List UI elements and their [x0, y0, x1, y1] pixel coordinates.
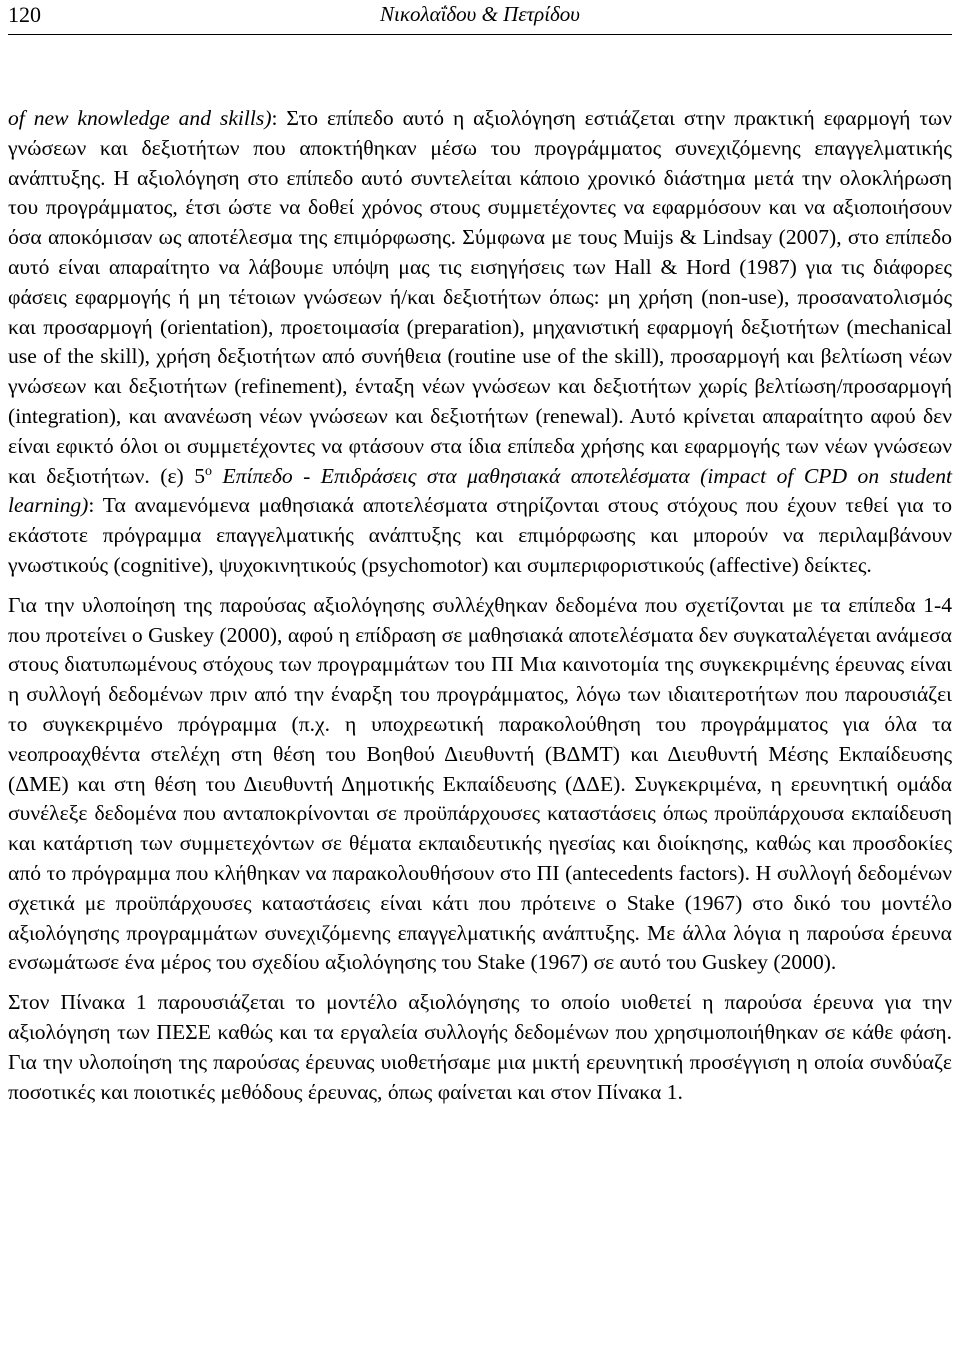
- page-header: [8, 0, 952, 35]
- lead-italic: of new knowledge and skills): [8, 106, 272, 130]
- page-number: 120: [8, 2, 41, 27]
- paragraph: Για την υλοποίηση της παρούσας αξιολόγησης συλλέχθηκαν δεδομένα που σχετίζονται με τα επίπεδα 1-4 που προτείνει ο Guskey (2000), αφού η επίδραση σε μαθησιακά αποτελέσματα δεν συγκαταλέγεται ανάμεσα στους διατυπωμένους στόχους των προγραμμάτων του ΠΙ Μια καινοτομία της συγκεκριμένης έρευνας είναι η συλλογή δεδομένων πριν από την έναρξη του προγράμματος, λόγω των ιδιαιτεροτήτων που παρουσιάζει το συγκεκριμένο πρόγραμμα (π.χ. η υποχρεωτική παρακολούθηση του προγράμματος για όλα τα νεοπροαχθέντα στελέχη στη θέση του Βοηθού Διευθυντή (ΒΔΜΤ) και Διευθυντή Μέσης Εκπαίδευσης (ΔΜΕ) και στη θέση του Διευθυντή Δημοτικής Εκπαίδευσης (ΔΔΕ). Συγκεκριμένα, η ερευνητική ομάδα συνέλεξε δεδομένα που ανταποκρίνονται σε προϋπάρχουσες καταστάσεις όπως προϋπάρχουσα εκπαίδευση και κατάρτιση των συμμετεχόντων σε θέματα εκπαιδευτικής ηγεσίας και διοίκησης, καθώς και προσδοκίες από το πρόγραμμα που κλήθηκαν να παρακολουθήσουν στο ΠΙ (antecedents factors). Η συλλογή δεδομένων σχετικά με προϋπάρχουσες καταστάσεις είναι κάτι που πρότεινε ο Stake (1967) στο δικό του μοντέλο αξιολόγησης προγραμμάτων συνεχιζόμενης επαγγελματικής ανάπτυξης. Με άλλα λόγια η παρούσα έρευνα ενσωμάτωσε ένα μέρος του σχεδίου αξιολόγησης του Stake (1967) σε αυτό του Guskey (2000).: [8, 592, 952, 975]
- paragraph-text: : Στο επίπεδο αυτό η αξιολόγηση εστιάζεται στην πρακτική εφαρμογή των γνώσεων και δεξιοτήτων που αποκτήθηκαν μέσω του προγράμματος συνεχιζόμενης επαγγελματικής ανάπτυξης. Η αξιολόγηση στο επίπεδο αυτό συντελείται κάποιο χρονικό διάστημα μετά την ολοκλήρωση του προγράμματος, έτσι ώστε να δοθεί χρόνος στους συμμετέχοντες να εφαρμόσουν και να αξιοποιήσουν όσα αποκόμισαν ως αποτέλεσμα της επιμόρφωσης. Σύμφωνα με τους Muijs & Lindsay (2007), στο επίπεδο αυτό είναι απαραίτητο να λάβουμε υπόψη μας τις εισηγήσεις των Hall & Hord (1987) για τις διάφορες φάσεις εφαρμογής ή μη τέτοιων γνώσεων ή/και δεξιοτήτων όπως: μη χρήση (non-use), προσανατολισμός και προσαρμογή (orientation), προετοιμασία (preparation), μηχανιστική εφαρμογή δεξιοτήτων (mechanical use of the skill), χρήση δεξιοτήτων από συνήθεια (routine use of the skill), προσαρμογή και βελτίωση νέων γνώσεων και δεξιοτήτων (refinement), ένταξη νέων γνώσεων και δεξιοτήτων χωρίς βελτίωση/προσαρμογή (integration), και ανανέωση νέων γνώσεων και δεξιοτήτων (renewal). Αυτό κρίνεται απαραίτητο αφού δεν είναι εφικτό όλοι οι συμμετέχοντες να φτάσουν στα ίδια επίπεδα χρήσης και εφαρμογής των νέων γνώσεων και δεξιοτήτων. (ε): [8, 106, 952, 488]
- body-text: [8, 104, 952, 1107]
- running-head: Νικολαΐδου & Πετρίδου: [380, 2, 580, 26]
- level-superscript: ο: [205, 463, 212, 479]
- paragraph: Στον Πίνακα 1 παρουσιάζεται το μοντέλο αξιολόγησης το οποίο υιοθετεί η παρούσα έρευνα για την αξιολόγηση των ΠΕΣΕ καθώς και τα εργαλεία συλλογής δεδομένων που χρησιμοποιήθηκαν σε κάθε φάση. Για την υλοποίηση της παρούσας έρευνας υιοθετήσαμε μια μικτή ερευνητική προσέγγιση η οποία συνδύαζε ποσοτικές και ποιοτικές μεθόδους έρευνας, όπως φαίνεται και στον Πίνακα 1.: [8, 990, 952, 1104]
- paragraph-text: : Τα αναμενόμενα μαθησιακά αποτελέσματα στηρίζονται στους στόχους που έχουν τεθεί για το εκάστοτε πρόγραμμα επαγγελματικής ανάπτυξης και επιμόρφωσης και μπορούν να περιλαμβάνουν γνωστικούς (cognitive), ψυχοκινητικούς (psychomotor) και συμπεριφοριστικούς (affective) δείκτες.: [8, 493, 952, 577]
- level-number: 5: [194, 463, 205, 488]
- paragraph: [8, 104, 952, 581]
- level-heading: Επίπεδο - Επιδράσεις στα μαθησιακά αποτελέσματα (impact of CPD on student learning): [8, 463, 953, 518]
